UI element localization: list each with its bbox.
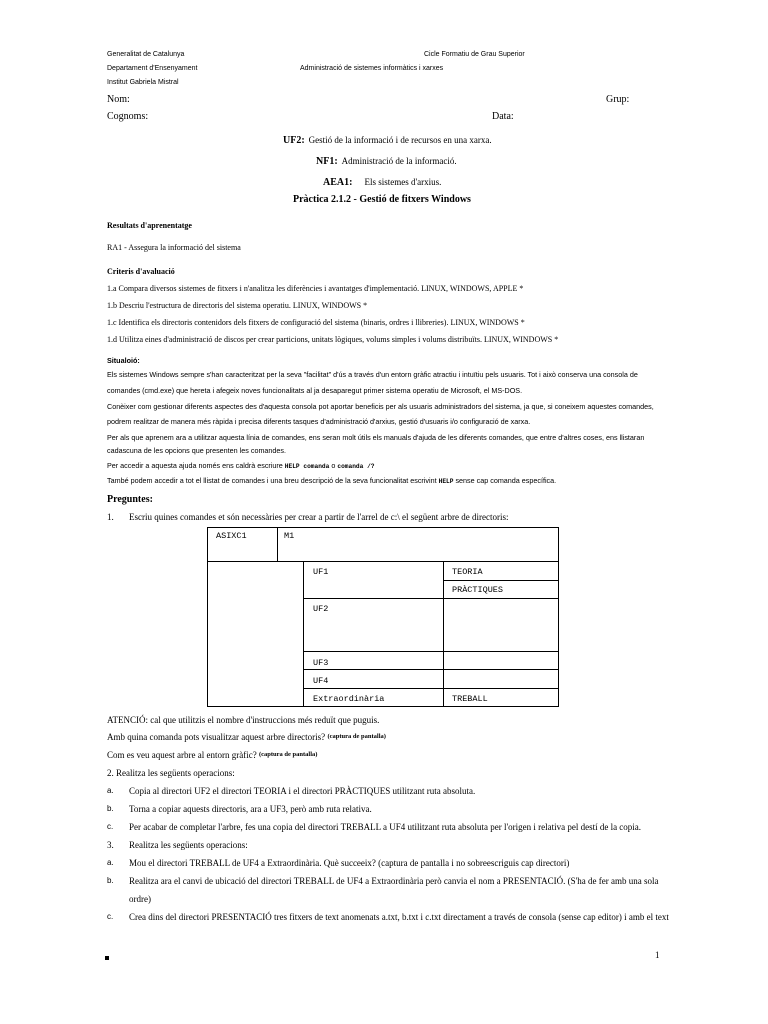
situation-line: podrem realitzar de manera més ràpida i precisa diferents tasques d'administració d'arxius, gestió d'usuaris i/o configuració de xarxa. bbox=[107, 417, 531, 426]
aea-text: Els sistemes d'arxius. bbox=[364, 177, 442, 187]
questions-heading: Preguntes: bbox=[107, 494, 153, 505]
q3-letter: a. bbox=[107, 858, 114, 867]
org-line-3: Institut Gabriela Mistral bbox=[107, 79, 179, 86]
footer-marker-icon bbox=[105, 956, 109, 960]
uf-text: Gestió de la informació i de recursos en una xarxa. bbox=[308, 135, 492, 145]
learning-ra: RA1 - Assegura la informació del sistema bbox=[107, 243, 241, 252]
atencio-note: ATENCIÓ: cal que utilitzis el nombre d'instruccions més reduït que puguis. bbox=[107, 715, 380, 725]
q3-item: Mou el directori TREBALL de UF4 a Extraordinària. Què succeeix? (captura de pantalla i no sobreescriguis cap directori) bbox=[129, 858, 570, 868]
learning-heading: Resultats d'aprenentatge bbox=[107, 221, 192, 230]
q2-heading: 2. Realitza les següents operacions: bbox=[107, 768, 235, 778]
tree-cell-left bbox=[207, 561, 304, 707]
tree-label-treball: TREBALL bbox=[452, 694, 488, 704]
graphic-question bbox=[107, 750, 317, 760]
tree-label-uf1: UF1 bbox=[313, 567, 329, 577]
situation-line: Els sistemes Windows sempre s'han caracteritzat per la seva "facilitat" d'ús a través d'un entorn gràfic atractiu i intuïtiu pels usuaris. Tot i això conserva una consola de bbox=[107, 370, 638, 379]
q1-text: Escriu quines comandes et són necessàries per crear a partir de l'arrel de c:\ el següent arbre de directoris: bbox=[129, 512, 509, 522]
page-number: 1 bbox=[655, 950, 660, 960]
visual-question bbox=[107, 732, 386, 742]
situation-heading: Situaloió: bbox=[107, 356, 140, 365]
tree-label-teoria: TEORIA bbox=[452, 567, 483, 577]
list-line bbox=[107, 476, 556, 485]
tree-cell-uf2-right bbox=[443, 598, 559, 652]
criteria-item: 1.a Compara diversos sistemes de fitxers i n'analitza les diferències i avantatges d'implementació. LINUX, WINDOWS, APPLE * bbox=[107, 284, 524, 293]
q2-letter: c. bbox=[107, 822, 114, 831]
uf-line bbox=[283, 130, 492, 148]
nf-text: Administració de la informació. bbox=[341, 156, 457, 166]
situation-line: cadascuna de les opcions que presenten les comandes. bbox=[107, 446, 287, 455]
cycle-label: Cicle Formatiu de Grau Superior bbox=[424, 51, 525, 58]
org-line-1: Generalitat de Catalunya bbox=[107, 51, 185, 58]
capture-note: (captura de pantalla) bbox=[327, 733, 386, 740]
uf-label: UF2: bbox=[283, 135, 305, 146]
q3-item: Realitza ara el canvi de ubicació del directori TREBALL de UF4 a Extraordinària però canvia el nom a PRESENTACIÓ. (S'ha de fer amb una sola bbox=[129, 876, 659, 886]
help-line-text: Per accedir a aquesta ajuda només ens caldrà escriure bbox=[107, 461, 285, 470]
q2-letter: b. bbox=[107, 804, 114, 813]
help-command-alt: comanda /? bbox=[337, 463, 375, 470]
aea-label: AEA1: bbox=[323, 177, 353, 188]
program-label: Administració de sistemes informàtics i xarxes bbox=[300, 65, 444, 72]
tree-label-m1: M1 bbox=[284, 531, 295, 541]
aea-line bbox=[323, 172, 441, 190]
criteria-item: 1.c Identifica els directoris contenidors dels fitxers de configuració del sistema (binaris, ordres i llibreries). LINUX, WINDOWS * bbox=[107, 318, 525, 327]
list-command: HELP bbox=[438, 478, 454, 485]
q2-item: Copia al directori UF2 el directori TEORIA i el directori PRÀCTIQUES utilitzant ruta absoluta. bbox=[129, 786, 476, 796]
q3-item: Crea dins del directori PRESENTACIÓ tres fitxers de text anomenats a.txt, b.txt i c.txt directament a través de consola (sense cap editor) i amb el text bbox=[129, 912, 669, 922]
q2-item: Per acabar de completar l'arbre, fes una copia del directori TREBALL a UF4 utilitzant ruta absoluta per l'origen i relativa pel destí de la copia. bbox=[129, 822, 642, 832]
q2-letter: a. bbox=[107, 786, 114, 795]
nf-line bbox=[316, 151, 457, 169]
list-line-post: sense cap comanda específica. bbox=[453, 476, 557, 485]
tree-cell-uf3-right bbox=[443, 651, 559, 670]
nf-label: NF1: bbox=[316, 156, 338, 167]
criteria-heading: Criteris d'avaluació bbox=[107, 267, 175, 276]
criteria-item: 1.d Utilitza eines d'administració de discos per crear particions, unitats lògiques, volums simples i volums distribuïts. LINUX, WINDOWS * bbox=[107, 335, 559, 344]
tree-label-extra: Extraordinària bbox=[313, 694, 385, 704]
tree-label-practiques: PRÀCTIQUES bbox=[452, 585, 504, 595]
list-line-text: També podem accedir a tot el llistat de comandes i una breu descripció de la seva funcionalitat escrivint bbox=[107, 476, 439, 485]
q3-item-cont: ordre) bbox=[129, 894, 151, 904]
visual-question-text: Amb quina comanda pots visualitzar aquest arbre directoris? bbox=[107, 732, 326, 742]
q1-number: 1. bbox=[107, 512, 114, 522]
org-line-2: Departament d'Ensenyament bbox=[107, 65, 198, 72]
q3-text: Realitza les següents operacions: bbox=[129, 840, 248, 850]
help-line bbox=[107, 461, 375, 470]
tree-label-uf3: UF3 bbox=[313, 658, 329, 668]
q3-letter: c. bbox=[107, 912, 114, 921]
situation-line: Conèixer com gestionar diferents aspectes des d'aquesta consola pot aportar beneficis per als usuaris administradors del sistema, ja que, si coneixem aquestes comandes, bbox=[107, 402, 654, 411]
graphic-question-text: Com es veu aquest arbre al entorn gràfic? bbox=[107, 750, 257, 760]
situation-line: comandes (cmd.exe) que hereta i afegeix noves funcionalitats al ja desaparegut primer sistema operatiu de Microsoft, el MS-DOS. bbox=[107, 386, 523, 395]
q2-item: Torna a copiar aquests directoris, ara a UF3, però amb ruta relativa. bbox=[129, 804, 372, 814]
situation-line: Per als que aprenem ara a utilitzar aquesta línia de comandes, ens seran molt útils els manuals d'ajuda de les diferents comandes, que entre d'altres coses, ens llistaran bbox=[107, 433, 645, 442]
name-label: Nom: bbox=[107, 94, 130, 105]
group-label: Grup: bbox=[606, 94, 630, 105]
tree-label-uf2: UF2 bbox=[313, 604, 329, 614]
criteria-item: 1.b Descriu l'estructura de directoris del sistema operatiu. LINUX, WINDOWS * bbox=[107, 301, 368, 310]
help-command: HELP comanda bbox=[284, 463, 330, 470]
tree-label-asixc1: ASIXC1 bbox=[216, 531, 247, 541]
page-title: Pràctica 2.1.2 - Gestió de fitxers Windows bbox=[293, 194, 471, 205]
tree-cell-uf4-right bbox=[443, 669, 559, 689]
tree-label-uf4: UF4 bbox=[313, 676, 329, 686]
q3-number: 3. bbox=[107, 840, 114, 850]
date-label: Data: bbox=[492, 111, 514, 122]
q3-letter: b. bbox=[107, 876, 114, 885]
capture-note: (captura de pantalla) bbox=[258, 751, 318, 758]
help-line-mid: o bbox=[329, 461, 338, 470]
surname-label: Cognoms: bbox=[107, 111, 149, 122]
